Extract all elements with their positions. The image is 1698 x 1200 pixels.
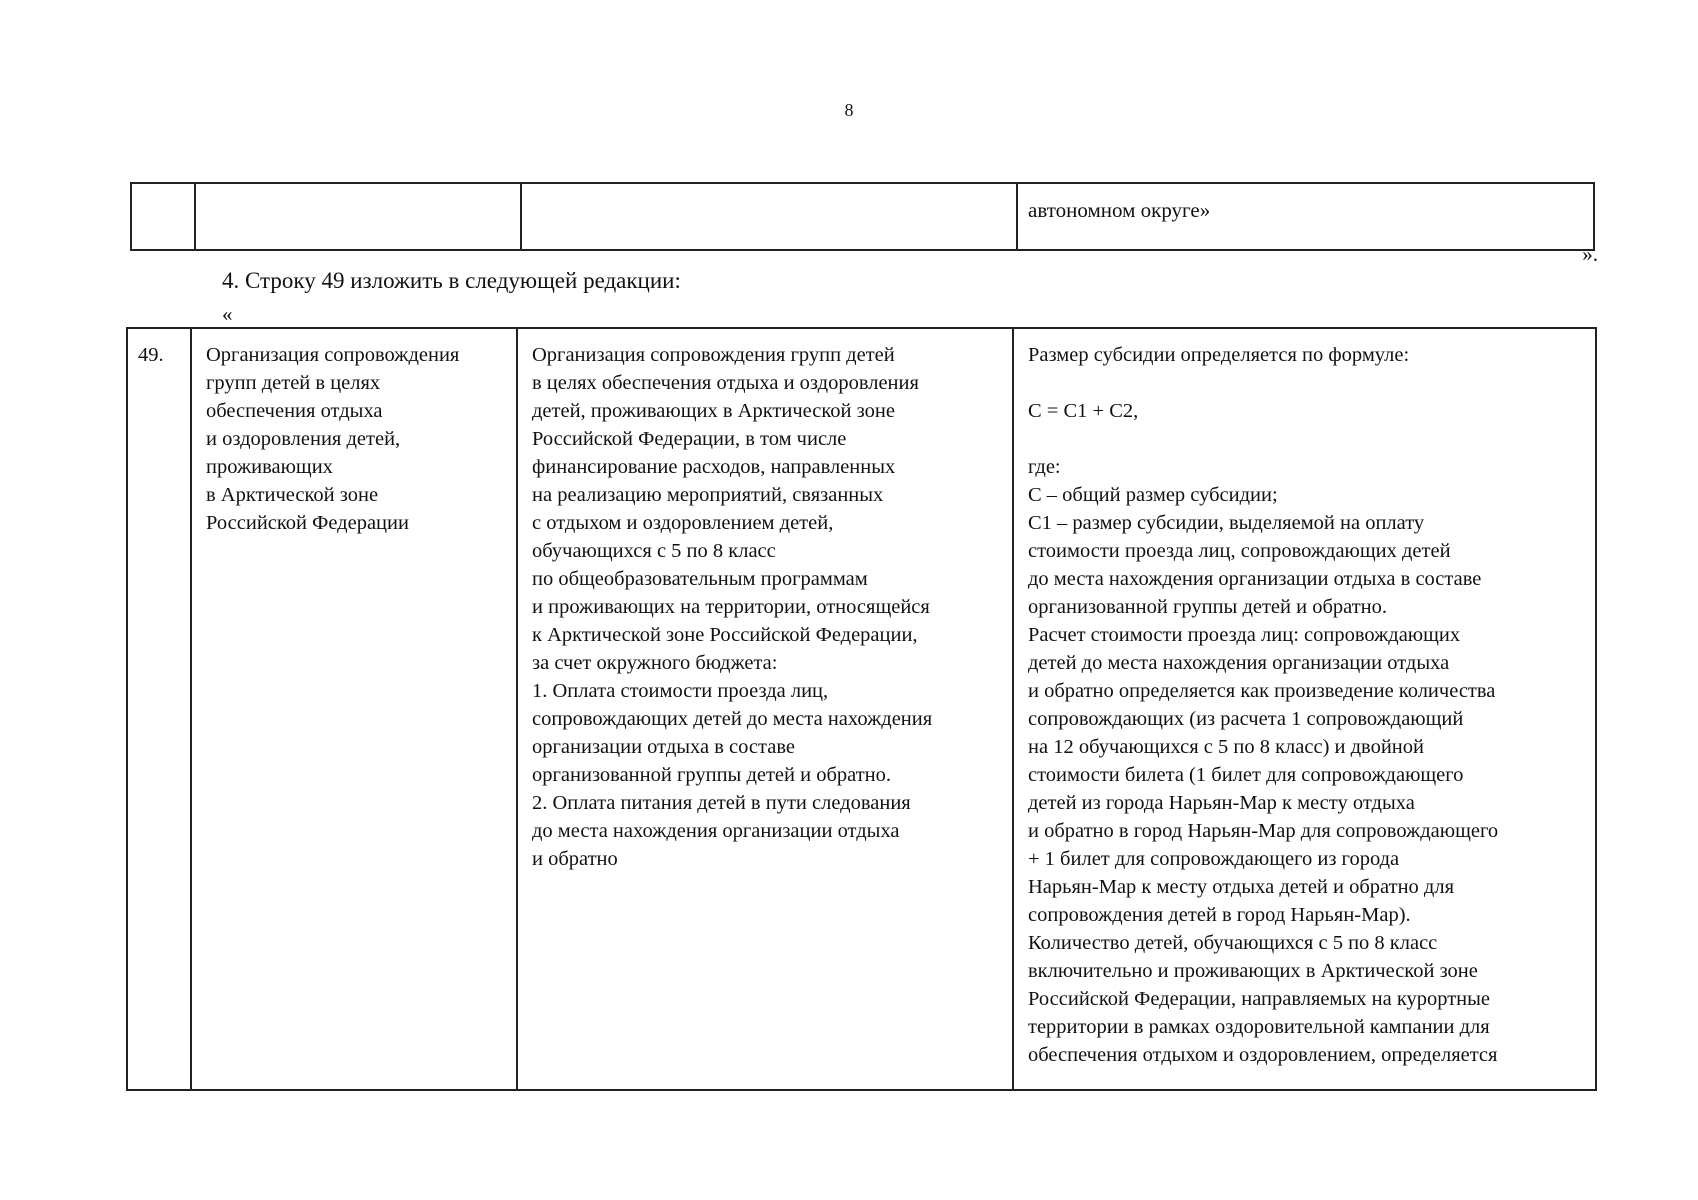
description-line: в целях обеспечения отдыха и оздоровления <box>532 372 919 394</box>
formula-line: Размер субсидии определяется по формуле: <box>1028 344 1410 366</box>
description-line: организации отдыха в составе <box>532 736 795 758</box>
amendment-table <box>126 327 1597 1091</box>
formula-cell <box>1013 328 1596 1090</box>
description-line: до места нахождения организации отдыха <box>532 820 900 842</box>
description-line: Российской Федерации, в том числе <box>532 428 847 450</box>
description-line: финансирование расходов, направленных <box>532 456 896 478</box>
formula-line <box>1028 369 1589 397</box>
formula-line: детей до места нахождения организации отдыха <box>1028 652 1450 674</box>
formula-line: организованной группы детей и обратно. <box>1028 596 1388 618</box>
formula-line: стоимости проезда лиц, сопровождающих детей <box>1028 540 1451 562</box>
previous-row-text: автономном округе» <box>1028 198 1211 222</box>
formula-line: С = С1 + С2, <box>1028 400 1139 422</box>
formula-line: где: <box>1028 456 1061 478</box>
formula-line: С1 – размер субсидии, выделяемой на оплату <box>1028 512 1425 534</box>
formula-line: стоимости билета (1 билет для сопровождающего <box>1028 764 1464 786</box>
formula-line: и обратно в город Нарьян-Мар для сопровождающего <box>1028 820 1499 842</box>
instruction-heading: 4. Строку 49 изложить в следующей редакции: <box>222 268 681 293</box>
row-number-cell <box>127 328 191 1090</box>
formula-line: + 1 билет для сопровождающего из города <box>1028 848 1400 870</box>
formula-line: Количество детей, обучающихся с 5 по 8 класс <box>1028 932 1438 954</box>
closing-quote: ». <box>1582 242 1598 266</box>
previous-table-fragment <box>130 182 1595 251</box>
table-cell-text <box>1017 183 1594 250</box>
formula-line: сопровождающих (из расчета 1 сопровождающий <box>1028 708 1464 730</box>
name-line: и оздоровления детей, <box>206 428 401 450</box>
description-line: обучающихся с 5 по 8 класс <box>532 540 776 562</box>
table-cell-empty <box>195 183 521 250</box>
description-line: на реализацию мероприятий, связанных <box>532 484 884 506</box>
description-cell <box>517 328 1013 1090</box>
opening-quote: « <box>222 302 233 326</box>
description-line: и проживающих на территории, относящейся <box>532 596 930 618</box>
description-line: и обратно <box>532 848 618 870</box>
description-line: Организация сопровождения групп детей <box>532 344 895 366</box>
formula-line: обеспечения отдыхом и оздоровлением, определяется <box>1028 1044 1498 1066</box>
description-line: сопровождающих детей до места нахождения <box>532 708 933 730</box>
description-column <box>532 341 1006 873</box>
table-cell-empty <box>521 183 1017 250</box>
table-row <box>127 328 1596 1090</box>
formula-line: Расчет стоимости проезда лиц: сопровождающих <box>1028 624 1461 646</box>
formula-line: детей из города Нарьян-Мар к месту отдыха <box>1028 792 1415 814</box>
formula-line: включительно и проживающих в Арктической зоне <box>1028 960 1478 982</box>
description-line: детей, проживающих в Арктической зоне <box>532 400 895 422</box>
formula-column <box>1028 341 1589 1069</box>
name-cell <box>191 328 517 1090</box>
formula-line: до места нахождения организации отдыха в составе <box>1028 568 1482 590</box>
name-line: в Арктической зоне <box>206 484 379 506</box>
description-line: организованной группы детей и обратно. <box>532 764 892 786</box>
formula-line: Нарьян-Мар к месту отдыха детей и обратно для <box>1028 876 1455 898</box>
table-cell-empty <box>131 183 195 250</box>
formula-line: территории в рамках оздоровительной кампании для <box>1028 1016 1490 1038</box>
description-line: с отдыхом и оздоровлением детей, <box>532 512 834 534</box>
row-number: 49. <box>138 344 164 366</box>
name-column <box>206 341 510 537</box>
description-line: по общеобразовательным программам <box>532 568 868 590</box>
name-line: Российской Федерации <box>206 512 409 534</box>
formula-line: на 12 обучающихся с 5 по 8 класс) и двойной <box>1028 736 1424 758</box>
description-line: 1. Оплата стоимости проезда лиц, <box>532 680 829 702</box>
description-line: к Арктической зоне Российской Федерации, <box>532 624 918 646</box>
name-line: Организация сопровождения <box>206 344 460 366</box>
formula-line: сопровождения детей в город Нарьян-Мар). <box>1028 904 1411 926</box>
page-number: 8 <box>844 100 854 120</box>
description-line: за счет окружного бюджета: <box>532 652 778 674</box>
name-line: обеспечения отдыха <box>206 400 383 422</box>
formula-line <box>1028 425 1589 453</box>
name-line: проживающих <box>206 456 333 478</box>
formula-line: Российской Федерации, направляемых на курортные <box>1028 988 1491 1010</box>
formula-line: С – общий размер субсидии; <box>1028 484 1278 506</box>
name-line: групп детей в целях <box>206 372 381 394</box>
table-row <box>131 183 1594 250</box>
description-line: 2. Оплата питания детей в пути следования <box>532 792 911 814</box>
formula-line: и обратно определяется как произведение количества <box>1028 680 1496 702</box>
